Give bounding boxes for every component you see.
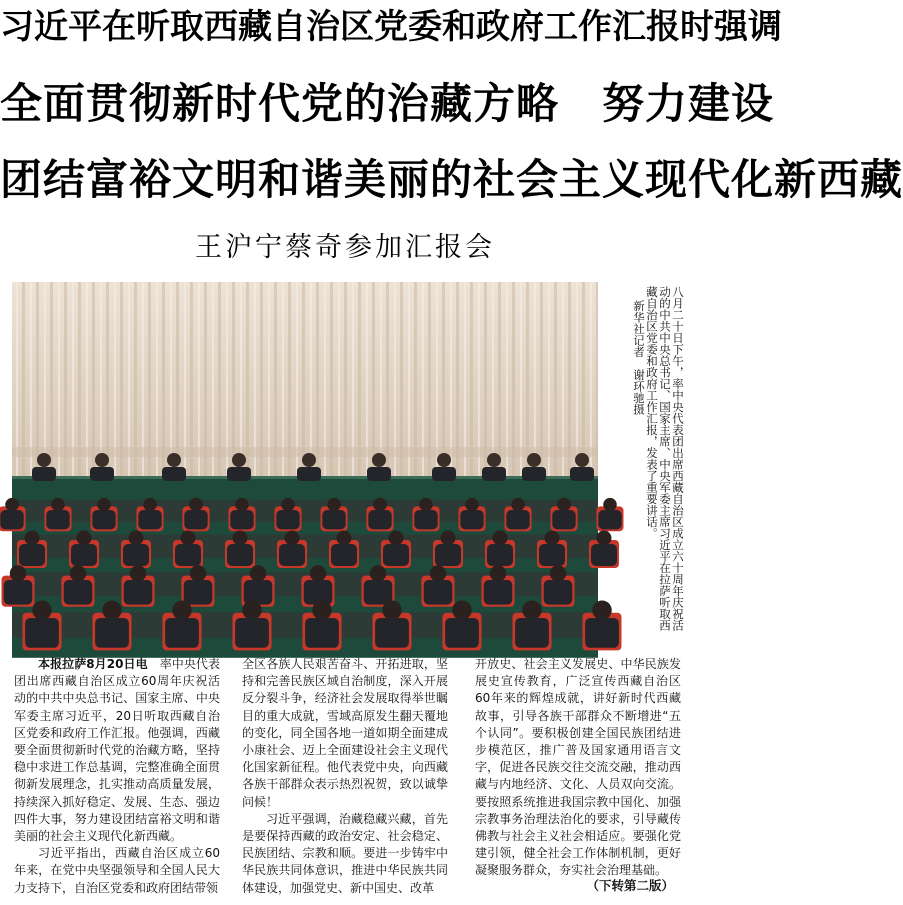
dateline: 本报拉萨8月20日电 bbox=[38, 657, 148, 671]
headline-line-2: 全面贯彻新时代党的治藏方略 努力建设 bbox=[0, 79, 775, 128]
article-paragraph-5: 开放史、社会主义发展史、中华民族发展史宣传教育，广泛宣传西藏自治区60年来的辉煌成就，讲好新时代西藏故事，引导各族干部群众不断增进“五个认同”。要积极创建全国民族团结进步模范区，推广普及国家通用语言文字，促进各民族交往交流交融，推动西藏与内地经济、文化、人员双向交流。要按照系统推进我国宗教中国化、加强宗教事务治理法治化的要求，引导藏传佛教与社会主义社会相适应。要强化党建引领，健全社会工作体制机制，更好凝聚服务群众，夯实社会治理基础。 bbox=[475, 657, 681, 878]
meeting-hall-scene bbox=[12, 282, 598, 640]
headline-line-1: 习近平在听取西藏自治区党委和政府工作汇报时强调 bbox=[0, 7, 782, 47]
article-column-3 bbox=[475, 656, 681, 886]
photo-caption bbox=[604, 286, 684, 636]
article-column-2 bbox=[242, 656, 448, 895]
article-paragraph-3: 全区各族人民艰苦奋斗、开拓进取，坚持和完善民族区域自治制度，深入开展反分裂斗争，经济社会发展取得举世瞩目的重大成就，雪域高原发生翻天覆地的变化，同全国各地一道如期全面建成小康社会、迈上全面建设社会主义现代化国家新征程。他代表党中央，向西藏各族干部群众表示热烈祝贺，致以诚挚问候！ bbox=[242, 657, 448, 809]
subheadline: 王沪宁蔡奇参加汇报会 bbox=[195, 232, 495, 263]
article-paragraph-4: 习近平强调，治藏稳藏兴藏，首先是要保持西藏的政治安定、社会稳定、民族团结、宗教和顺。要进一步铸牢中华民族共同体意识，推进中华民族共同体建设，加强党史、新中国史、改革 bbox=[242, 811, 448, 895]
article-paragraph-1: 率中央代表团出席西藏自治区成立60周年庆祝活动的中共中央总书记、国家主席、中央军委主席习近平，20日听取西藏自治区党委和政府工作汇报。他强调，西藏要全面贯彻新时代党的治藏方略，坚持稳中求进工作总基调，完整准确全面贯彻新发展理念，扎实推动高质量发展，持续深入抓好稳定、发展、生态、强边四件大事，努力建设团结富裕文明和谐美丽的社会主义现代化新西藏。 bbox=[14, 657, 220, 844]
continued-notice: （下转第二版） bbox=[586, 878, 674, 893]
article-paragraph-2: 习近平指出，西藏自治区成立60年来，在党中央坚强领导和全国人民大力支持下，自治区党委和政府团结带领 bbox=[14, 846, 220, 895]
news-photo bbox=[12, 282, 598, 640]
article-column-1 bbox=[14, 656, 220, 895]
caption-text: 八月二十日下午，率中央代表团出席西藏自治区成立六十周年庆祝活动的中共中央总书记、国家主席、中央军委主席习近平在拉萨听取西藏自治区党委和政府工作汇报，发表了重要讲话。 bbox=[645, 286, 685, 631]
photo-credit: 新华社记者 谢环驰摄 bbox=[632, 300, 646, 415]
headline-line-3: 团结富裕文明和谐美丽的社会主义现代化新西藏 bbox=[0, 155, 903, 204]
